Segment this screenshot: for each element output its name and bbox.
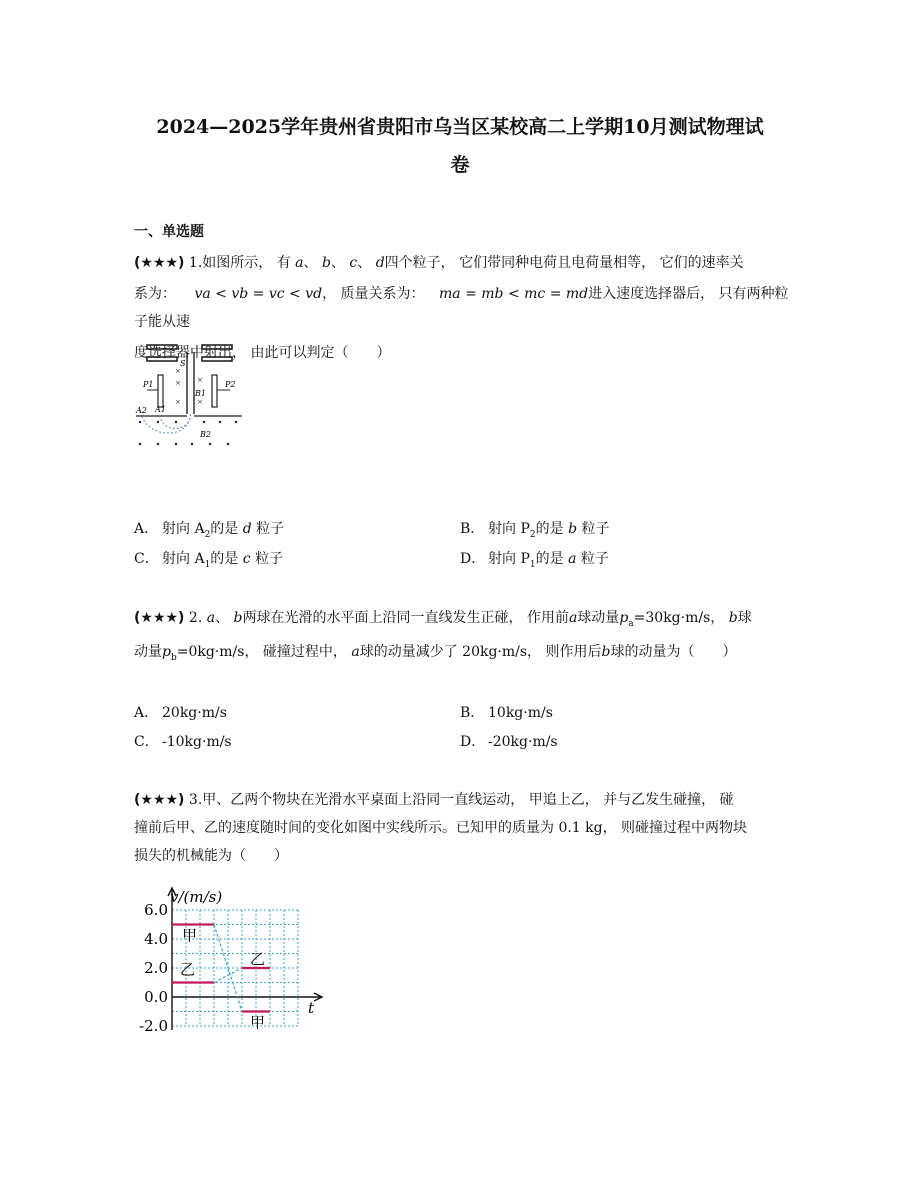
question-3 (134, 786, 794, 870)
q3-text: 甲、乙两个物块在光滑水平桌面上沿同一直线运动， 甲追上乙， 并与乙发生碰撞， 碰 (202, 792, 734, 808)
label-b2: B2 (200, 430, 211, 439)
dot-mark (219, 421, 221, 423)
option-letter: D． (460, 551, 486, 567)
q1-sep: 、 (330, 255, 345, 271)
plate (147, 357, 177, 361)
series-label: 乙 (180, 960, 196, 979)
q3-line-1 (134, 786, 794, 814)
dot-mark (203, 421, 205, 423)
q1-line-2 (134, 280, 794, 336)
q1-text: 四个粒子， 它们带同种电荷且电荷量相等， 它们的速率关 (384, 255, 744, 271)
option-text: 射向 A (162, 551, 205, 567)
q2-var: b (233, 610, 243, 626)
option-variable: a (568, 551, 577, 567)
option-text: 粒子 (581, 521, 610, 537)
y-tick-label: 6.0 (144, 901, 168, 919)
option-subscript: 1 (529, 559, 536, 570)
option-text: 射向 P (488, 521, 530, 537)
option-letter: C． (134, 551, 159, 567)
q2-var: p (162, 643, 171, 660)
q3-difficulty: (★★★) (134, 792, 185, 808)
q2-text: 球动量 (577, 610, 620, 626)
option-text: 的是 (210, 521, 239, 537)
plate (147, 345, 177, 349)
q2-text: 球的动量为（ ） (610, 643, 737, 660)
chart-axes (168, 888, 322, 1030)
dot-mark (139, 443, 141, 445)
dot-mark (235, 421, 237, 423)
plate (202, 357, 232, 361)
q1-var-d: d (375, 255, 385, 271)
cross-mark: × (175, 367, 181, 375)
q1-option-d[interactable] (460, 548, 609, 570)
q2-var: a (568, 610, 578, 626)
q2-text: =30kg·m/s， (633, 610, 729, 626)
section-heading: 一、单选题 (134, 224, 204, 240)
option-letter: B． (460, 705, 485, 721)
option-text: 射向 P (488, 551, 530, 567)
option-variable: d (242, 521, 252, 537)
q2-text: 动量 (134, 643, 162, 660)
option-letter: B． (460, 521, 485, 537)
title-line-2: 卷 (450, 154, 470, 176)
q2-subscript: b (170, 652, 177, 663)
q1-text: 进入速度选择器后， 只有两种粒子能从速 (134, 286, 789, 330)
option-letter: A． (134, 521, 159, 537)
q3-line-2: 撞前后甲、乙的速度随时间的变化如图中实线所示。已知甲的质量为 0.1 kg， 则碰撞过程中两物块 (134, 820, 748, 836)
label-s: S (180, 359, 186, 368)
label-b1: B1 (195, 389, 206, 398)
option-subscript: 1 (204, 559, 211, 570)
dot-mark (175, 421, 177, 423)
dot-mark (209, 443, 211, 445)
option-text: 射向 A (162, 521, 205, 537)
cross-mark: × (197, 398, 203, 406)
q2-option-d[interactable] (460, 731, 558, 751)
cross-mark: × (175, 379, 181, 387)
dot-mark (157, 421, 159, 423)
plate (202, 345, 232, 349)
q1-sep: 、 (303, 255, 318, 271)
q1-option-a[interactable] (134, 518, 284, 540)
q2-option-b[interactable] (460, 702, 553, 722)
option-subscript: 2 (529, 529, 536, 540)
q2-line-2 (134, 638, 794, 672)
q1-option-c[interactable] (134, 548, 283, 570)
question-2 (134, 604, 794, 672)
q1-mass-relation: ma = mb < mc = md (439, 286, 589, 302)
dot-mark (157, 443, 159, 445)
option-letter: C． (134, 734, 159, 750)
option-text: 10kg·m/s (488, 705, 553, 721)
field-dot-marks (139, 421, 237, 445)
plate (158, 375, 163, 407)
q1-var-b: b (321, 255, 331, 271)
y-tick-label: 0.0 (144, 988, 168, 1006)
option-text: 的是 (535, 521, 564, 537)
y-tick-label: -2.0 (139, 1017, 168, 1035)
dot-mark (175, 443, 177, 445)
option-subscript: 2 (204, 529, 211, 540)
option-text: 的是 (535, 551, 564, 567)
series-label: 乙 (250, 950, 266, 968)
label-a2: A2 (136, 406, 147, 415)
q1-text: ， 质量关系为： (322, 286, 425, 302)
option-variable: c (242, 551, 251, 567)
cross-mark: × (197, 376, 203, 384)
q2-text: 、 (215, 610, 230, 626)
option-text: 粒子 (256, 521, 285, 537)
option-text: -20kg·m/s (488, 734, 558, 750)
q2-subscript: a (628, 618, 634, 629)
y-tick-label: 4.0 (144, 930, 168, 948)
title-line-1: 2024—2025学年贵州省贵阳市乌当区某校高二上学期10月测试物理试 (156, 116, 764, 138)
q3-number: 3. (188, 792, 203, 808)
q1-difficulty: (★★★) (134, 255, 185, 271)
q2-text: 球 (737, 610, 752, 626)
q3-line-3: 损失的机械能为（ ） (134, 848, 288, 864)
q1-var-c: c (349, 255, 358, 271)
q1-number: 1. (188, 255, 203, 271)
series-label: 甲 (182, 926, 198, 945)
option-text: 粒子 (255, 551, 284, 567)
option-text: -10kg·m/s (162, 734, 232, 750)
q1-sep: 、 (357, 255, 372, 271)
x-axis-label: t (308, 999, 315, 1017)
option-variable: b (568, 521, 578, 537)
label-p2: P2 (225, 380, 236, 389)
series-label: 甲 (250, 1013, 266, 1032)
q2-number: 2. (188, 610, 203, 626)
q2-var: b (728, 610, 738, 626)
velocity-selector-figure (134, 340, 246, 452)
q1-option-b[interactable] (460, 518, 609, 540)
field-cross-marks (175, 367, 203, 406)
q2-text: 球的动量减少了 20kg·m/s， 则作用后 (359, 643, 602, 660)
trajectory (142, 414, 191, 433)
q1-line-3: 度选择器中射出， 由此可以判定（ ） (134, 345, 391, 361)
q1-text: 如图所示， 有 (202, 255, 291, 271)
option-letter: A． (134, 705, 159, 721)
q2-var: p (619, 610, 629, 626)
q2-difficulty: (★★★) (134, 610, 185, 626)
q2-line-1 (134, 604, 794, 638)
q1-var-a: a (295, 255, 304, 271)
q1-speed-relation: va < vb = vc < vd (194, 286, 323, 302)
dot-mark (227, 443, 229, 445)
q2-text: =0kg·m/s， 碰撞过程中， (176, 643, 352, 660)
q2-var: a (351, 643, 360, 660)
velocity-time-chart (134, 878, 334, 1038)
option-text: 粒子 (580, 551, 609, 567)
q2-option-a[interactable] (134, 702, 227, 722)
q1-text: 系为： (134, 286, 176, 302)
document-title (110, 108, 810, 184)
dot-mark (191, 443, 193, 445)
y-tick-label: 2.0 (144, 959, 168, 977)
option-letter: D． (460, 734, 486, 750)
label-a1: A1 (155, 405, 166, 414)
q2-text: 两球在光滑的水平面上沿同一直线发生正碰， 作用前 (242, 610, 569, 626)
option-text: 20kg·m/s (162, 705, 227, 721)
cross-mark: × (175, 398, 181, 406)
y-axis-label: v/(m/s) (170, 888, 223, 906)
q2-var: a (206, 610, 216, 626)
q2-var: b (601, 643, 611, 660)
q1-line-1 (134, 249, 794, 277)
option-text: 的是 (210, 551, 239, 567)
plate (212, 375, 217, 407)
dot-mark (139, 421, 141, 423)
q2-option-c[interactable] (134, 731, 232, 751)
label-p1: P1 (143, 380, 154, 389)
